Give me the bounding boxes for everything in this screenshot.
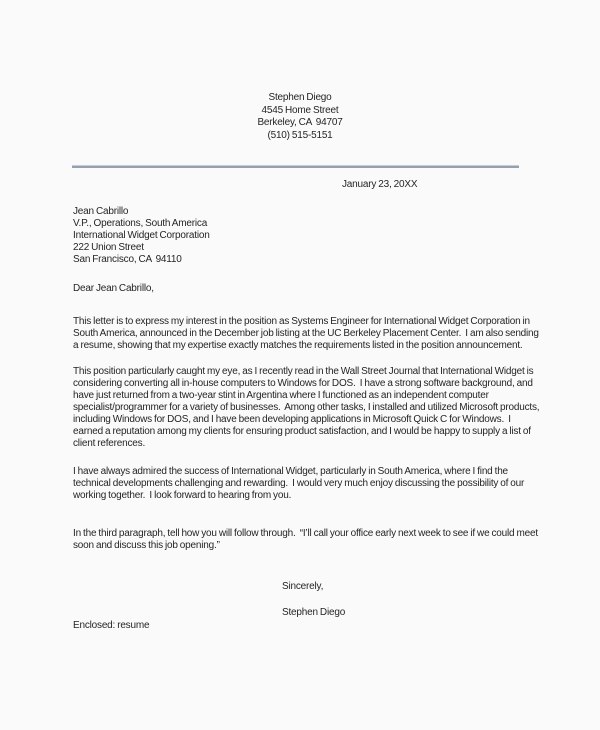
body-paragraph-2: This position particularly caught my eye, as I recently read in the Wall Street Journal that International Widget is considering converting all in-house computers to Windows for DOS. I have a strong software background, and have just returned from a two-year stint in Argentina where I functioned as an independent computer specialist/programmer for a variety of businesses. Among other tasks, I installed and utilized Microsoft products, including Windows for DOS, and I have been developing applications in Microsoft Quick C for Windows. I earned a reputation among my clients for ensuring product satisfaction, and I would be happy to supply a list of client references. [73, 366, 542, 449]
letter-date: January 23, 20XX [342, 179, 418, 190]
recipient-company: International Widget Corporation [73, 230, 210, 241]
valediction: Sincerely, [282, 581, 324, 592]
recipient-street: 222 Union Street [73, 242, 144, 253]
header-divider-rule [72, 165, 519, 168]
sender-phone: (510) 515-5151 [267, 129, 333, 141]
sender-city-state-zip: Berkeley, CA 94707 [257, 117, 343, 128]
enclosure-note: Enclosed: resume [73, 620, 150, 631]
body-paragraph-3: I have always admired the success of International Widget, particularly in South America, where I find the technical developments challenging and rewarding. I would very much enjoy discussing the possibility of our working together. I look forward to hearing from you. [73, 466, 527, 501]
sender-name: Stephen Diego [268, 92, 332, 103]
recipient-city-state-zip: San Francisco, CA 94110 [73, 254, 182, 265]
salutation: Dear Jean Cabrillo, [73, 283, 154, 294]
recipient-name: Jean Cabrillo [73, 206, 129, 217]
body-paragraph-4: In the third paragraph, tell how you will follow through. “I’ll call your office early next week to see if we could meet soon and discuss this job opening.” [73, 528, 541, 551]
signature-name: Stephen Diego [282, 607, 346, 618]
recipient-title: V.P., Operations, South America [73, 218, 208, 229]
recipient-address-block [73, 206, 600, 266]
sender-address-block [0, 0, 600, 142]
sender-street: 4545 Home Street [261, 104, 339, 116]
body-paragraph-1: This letter is to express my interest in the position as Systems Engineer for International Widget Corporation in South America, announced in the December job listing at the UC Berkeley Placement Center. I am also sending a resume, showing that my expertise exactly matches the requirements listed in the position announcement. [73, 316, 541, 351]
